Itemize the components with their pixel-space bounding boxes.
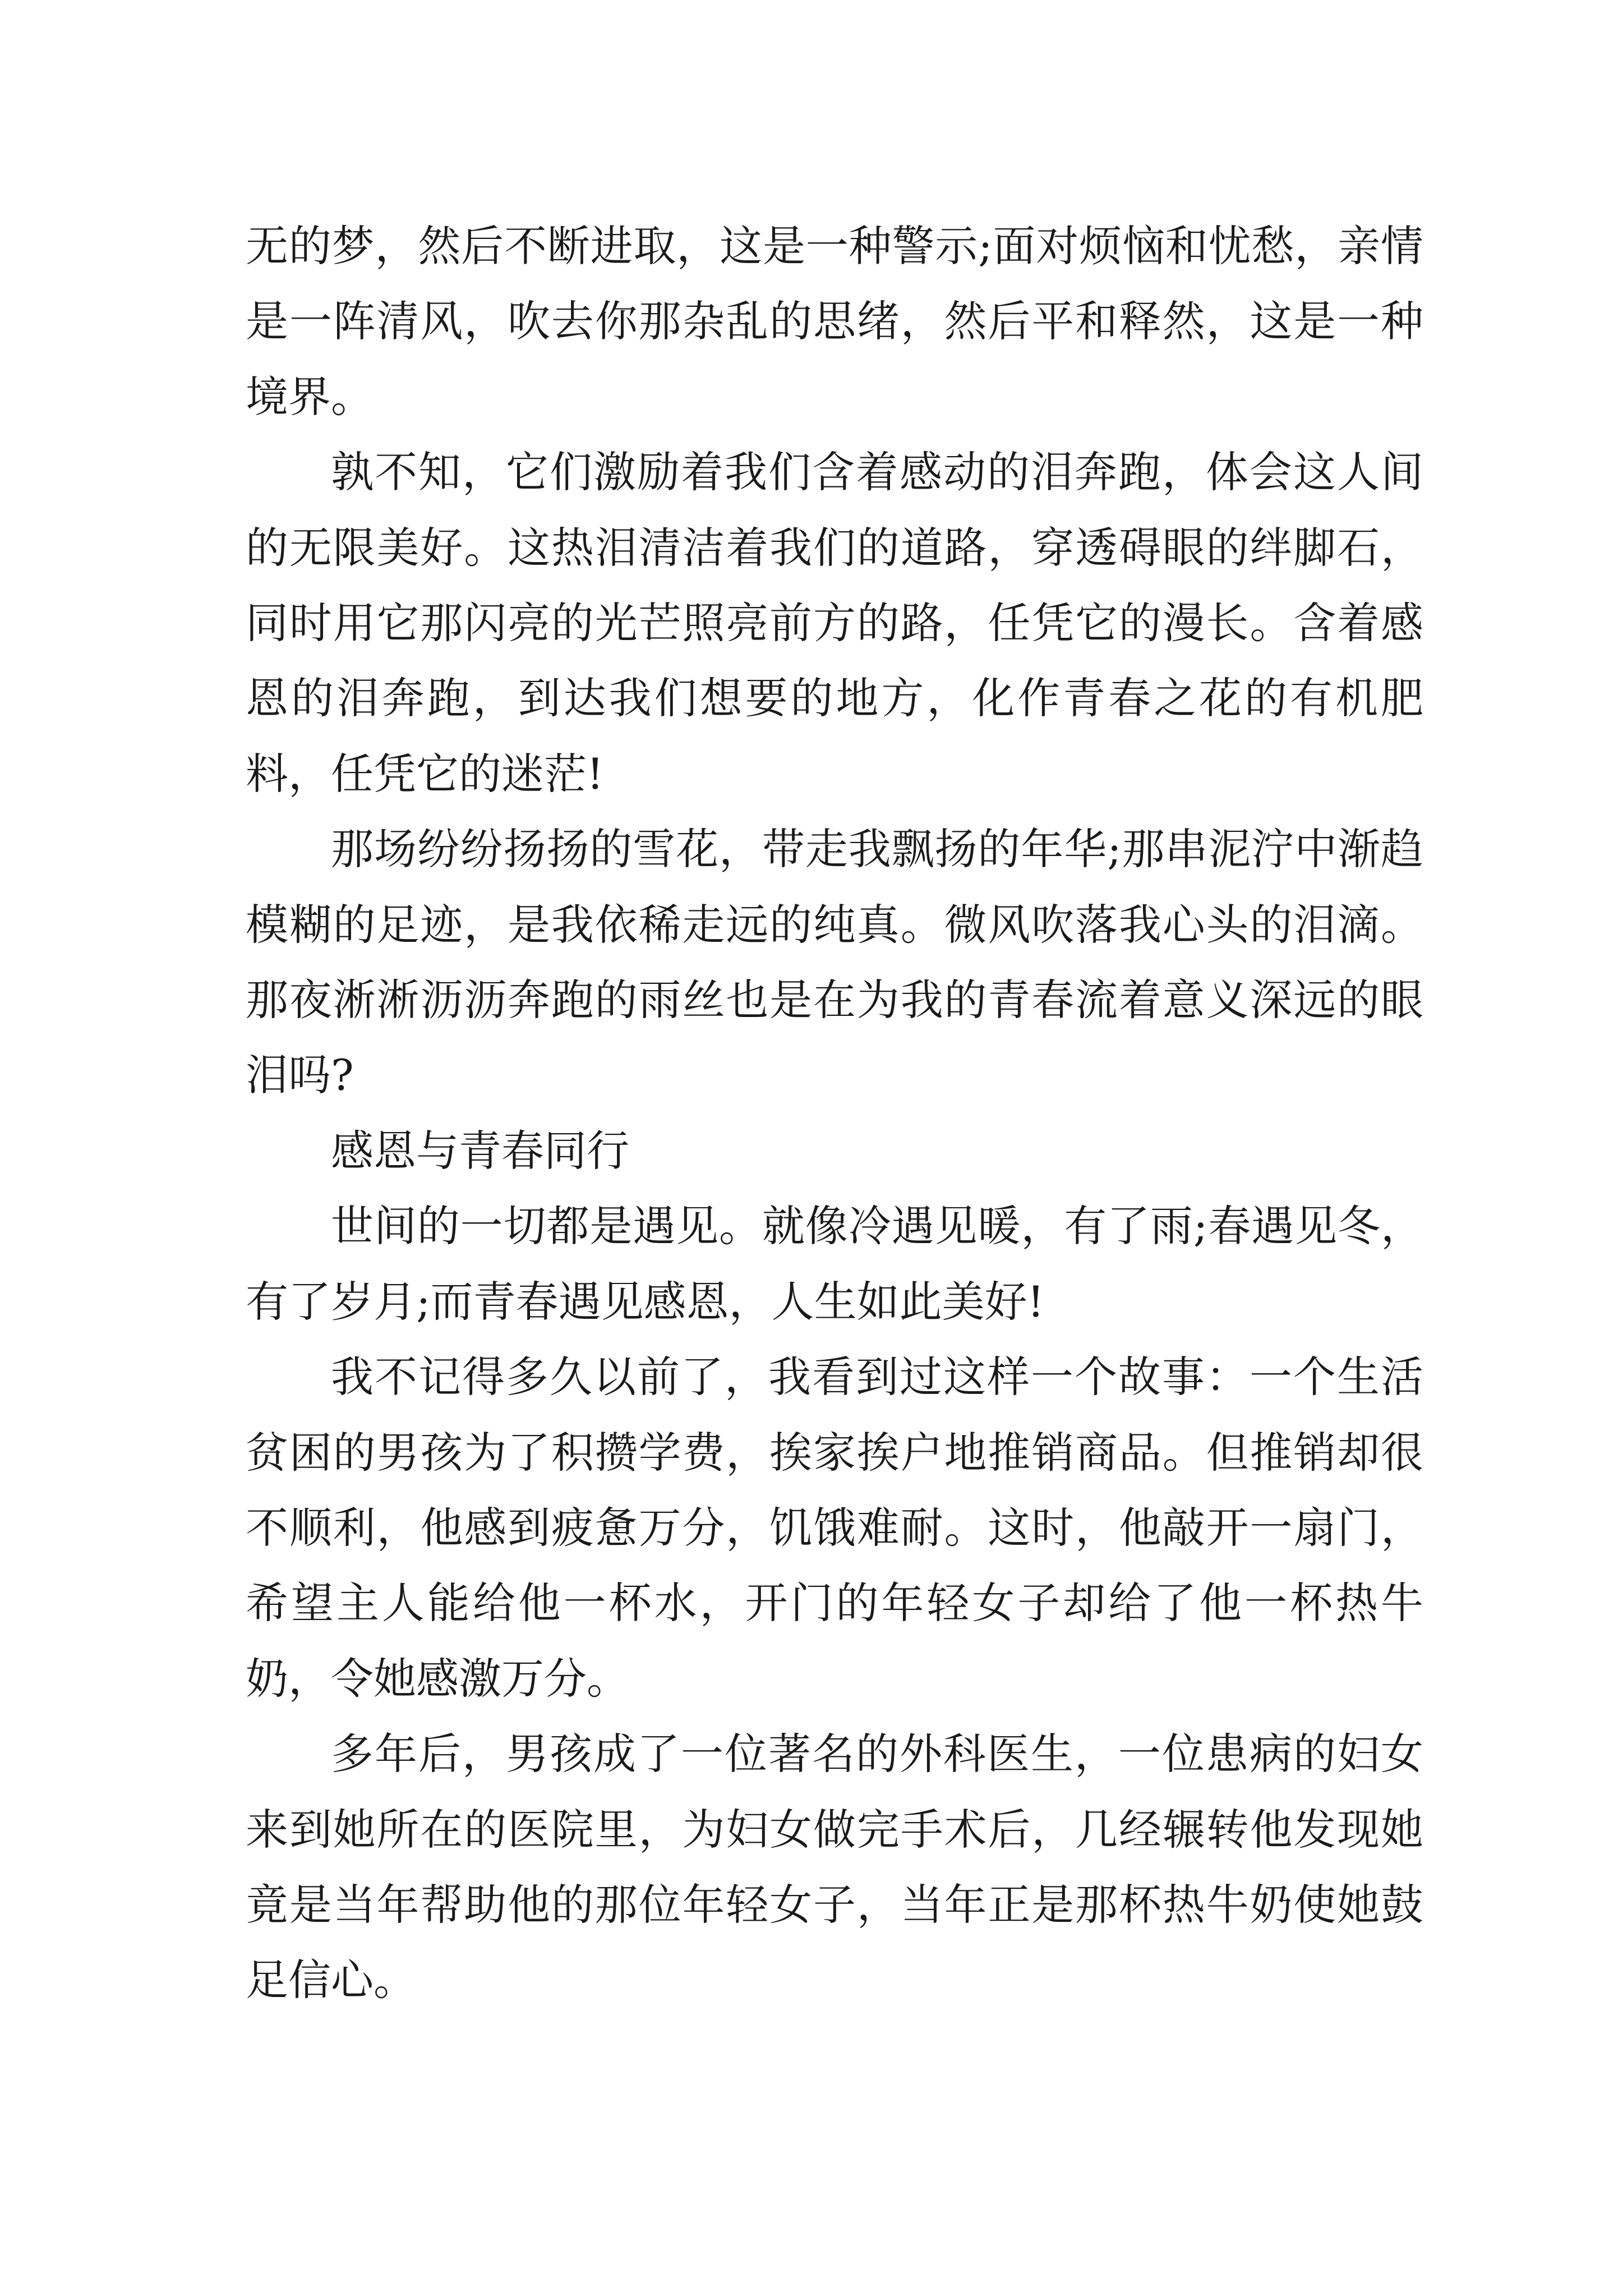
body-text xyxy=(246,209,1423,2018)
section-heading: 感恩与青春同行 xyxy=(331,1125,629,1176)
paragraph: 那场纷纷扬扬的雪花，带走我飘扬的年华;那串泥泞中渐趋模糊的足迹，是我依稀走远的纯真。微风吹落我心头的泪滴。那夜淅淅沥沥奔跑的雨丝也是在为我的青春流着意义深远的眼泪吗? xyxy=(246,824,1423,1101)
paragraph: 孰不知，它们激励着我们含着感动的泪奔跑，体会这人间的无限美好。这热泪清洁着我们的道路，穿透碍眼的绊脚石，同时用它那闪亮的光芒照亮前方的路，任凭它的漫长。含着感恩的泪奔跑，到达我们想要的地方，化作青春之花的有机肥料，任凭它的迷茫! xyxy=(246,447,1423,799)
paragraph: 世间的一切都是遇见。就像冷遇见暖，有了雨;春遇见冬，有了岁月;而青春遇见感恩，人生如此美好! xyxy=(246,1201,1423,1327)
paragraph-continuation: 无的梦，然后不断进取，这是一种警示;面对烦恼和忧愁，亲情是一阵清风，吹去你那杂乱的思绪，然后平和释然，这是一种境界。 xyxy=(246,221,1423,422)
paragraph: 我不记得多久以前了，我看到过这样一个故事：一个生活贫困的男孩为了积攒学费，挨家挨户地推销商品。但推销却很不顺利，他感到疲惫万分，饥饿难耐。这时，他敲开一扇门，希望主人能给他一杯水，开门的年轻女子却给了他一杯热牛奶，令她感激万分。 xyxy=(246,1352,1423,1704)
paragraph: 多年后，男孩成了一位著名的外科医生，一位患病的妇女来到她所在的医院里，为妇女做完手术后，几经辗转他发现她竟是当年帮助他的那位年轻女子，当年正是那杯热牛奶使她鼓足信心。 xyxy=(246,1729,1423,2005)
